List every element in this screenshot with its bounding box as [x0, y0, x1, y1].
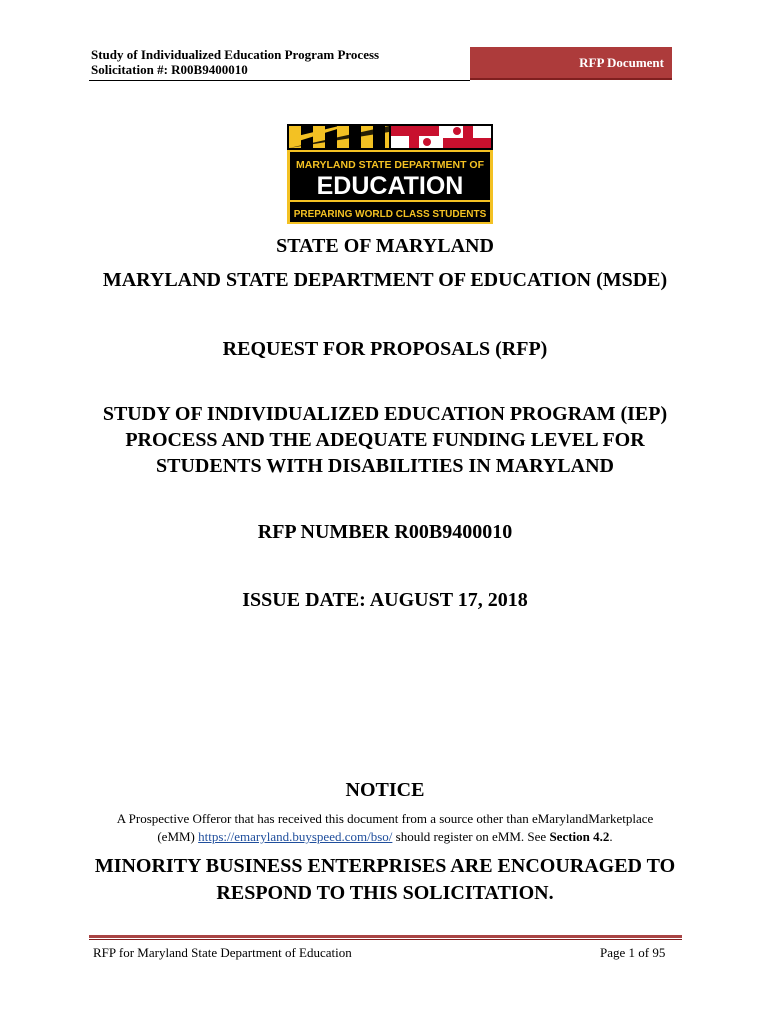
rfp-title-line2: PROCESS AND THE ADEQUATE FUNDING LEVEL FOR [125, 429, 645, 451]
logo-tagline: PREPARING WORLD CLASS STUDENTS [293, 209, 487, 220]
rfp-title-line1: STUDY OF INDIVIDUALIZED EDUCATION PROGRAM (IEP) [102, 403, 668, 425]
logo-line1: MARYLAND STATE DEPARTMENT OF [295, 159, 485, 171]
notice-register-text: should register on eMM. See [395, 829, 547, 844]
notice-body [60, 810, 710, 846]
notice-emm: (eMM) [157, 829, 195, 844]
rfp-type-heading: REQUEST FOR PROPOSALS (RFP) [222, 338, 548, 360]
section-reference: Section 4.2 [549, 829, 610, 844]
page-number: Page 1 of 95 [600, 945, 666, 960]
rfp-document-tab [470, 47, 672, 80]
header-title: Study of Individualized Education Program Process [91, 47, 380, 62]
mbe-line2: RESPOND TO THIS SOLICITATION. [216, 882, 554, 904]
footer-rule [89, 935, 682, 938]
department-heading: MARYLAND STATE DEPARTMENT OF EDUCATION (MSDE) [102, 269, 668, 291]
notice-heading: NOTICE [345, 779, 425, 801]
header-solicitation: Solicitation #: R00B9400010 [91, 62, 248, 77]
notice-text-line2 [60, 828, 710, 846]
mbe-statement [60, 853, 710, 907]
mbe-line1: MINORITY BUSINESS ENTERPRISES ARE ENCOURAGED TO [94, 855, 676, 877]
state-heading: STATE OF MARYLAND [276, 235, 494, 257]
emm-link[interactable]: https://emaryland.buyspeed.com/bso/ [198, 829, 393, 844]
issue-date: ISSUE DATE: AUGUST 17, 2018 [242, 589, 528, 611]
logo-line2: EDUCATION [316, 172, 464, 200]
rfp-title-line3: STUDENTS WITH DISABILITIES IN MARYLAND [156, 455, 614, 477]
rfp-number: RFP NUMBER R00B9400010 [257, 521, 513, 543]
footer-rule-thin [89, 939, 682, 940]
notice-period: . [609, 829, 613, 844]
rfp-tab-label: RFP Document [579, 54, 664, 70]
rfp-title [60, 401, 710, 479]
header-divider [89, 80, 470, 81]
footer-document-name: RFP for Maryland State Department of Education [93, 945, 352, 960]
running-header [91, 47, 379, 77]
notice-text-line1: A Prospective Offeror that has received this document from a source other than eMarylandMarketplace [116, 811, 654, 826]
msde-logo-graphic [287, 124, 493, 224]
msde-logo [287, 124, 493, 229]
